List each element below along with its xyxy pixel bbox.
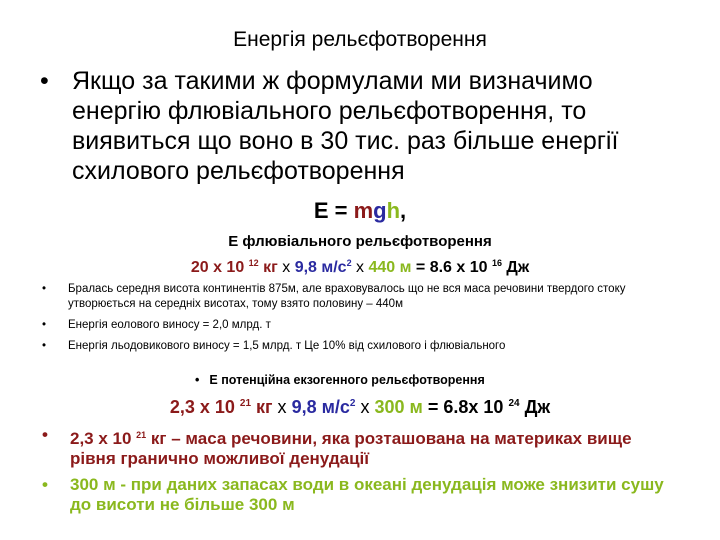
fluvial-g: 9,8 $м/с^2$ xyxy=(294,258,352,276)
list-item xyxy=(42,475,682,515)
potential-g: 9,8 $м/с^2$ xyxy=(291,397,356,417)
main-bullet xyxy=(40,66,680,186)
main-bullet-text: Якщо за такими ж формулами ми визначимо енергію флювіального рельєфотворення, то виявиться що воно в 30 тис. раз більше енергії схилового рельєфотворення xyxy=(72,67,619,185)
conclusions-list xyxy=(42,425,682,521)
fluvial-h: 440 м xyxy=(368,259,412,276)
formula-e: E = xyxy=(313,198,354,223)
list-item xyxy=(42,425,682,469)
potential-calculation: 2,3 x 10 $^{21}$ кг x 9,8 $м/с^2$ x 300 м = 6.8x 10 $^{24}$ Дж xyxy=(169,397,551,417)
formula-comma: , xyxy=(400,198,407,223)
fluvial-mass: 20 x 10 $^{12}$ кг xyxy=(190,258,278,276)
potential-h: 300 м xyxy=(374,397,423,417)
potential-mass: 2,3 x 10 $^{21}$ кг xyxy=(169,397,273,417)
bullet-icon: • xyxy=(40,67,49,95)
bullet-icon: • xyxy=(195,373,200,387)
potential-heading-text: E потенційна екзогенного рельєфотворення xyxy=(209,373,485,387)
note-text: Енергія льодовикового виносу = 1,5 млрд. т Це 10% від схилового і флювіального xyxy=(68,340,506,352)
potential-heading xyxy=(195,373,485,387)
formula-m: m xyxy=(353,198,374,223)
bullet-icon: • xyxy=(42,340,47,352)
formula-g: g xyxy=(373,198,387,223)
note-text: Енергія еолового виносу = 2,0 млрд. т xyxy=(68,319,271,331)
notes-list xyxy=(42,282,682,360)
bullet-icon: • xyxy=(42,283,47,295)
list-item xyxy=(42,318,682,333)
fluvial-result: 8.6 x 10 $^{16}$ Дж xyxy=(429,258,530,276)
potential-result: 6.8x 10 $^{24}$ Дж xyxy=(443,397,551,417)
bullet-icon: • xyxy=(42,425,48,444)
energy-formula xyxy=(0,198,720,224)
list-item xyxy=(42,282,682,312)
fluvial-calculation: 20 x 10 $^{12}$ кг x 9,8 $м/с^2$ x 440 м = 8.6 x 10 $^{16}$ Дж xyxy=(190,258,530,276)
note-text: Бралась середня висота континентів 875м, але враховувалось що не вся маса речовини твердого стоку утворюється на середніх висотах, тому взято половину – 440м xyxy=(68,283,626,310)
formula-h: h xyxy=(386,198,401,223)
height-note: 300 м - при даних запасах води в океані денудація може знизити сушу до висоти не більше 300 м xyxy=(70,475,664,514)
bullet-icon: • xyxy=(42,319,47,331)
fluvial-heading: E флювіального рельєфотворення xyxy=(228,233,492,250)
list-item xyxy=(42,339,682,354)
bullet-icon: • xyxy=(42,475,48,494)
slide-title: Енергія рельєфотворення xyxy=(233,28,487,51)
mass-note: 2,3 x 10 $^{21}$ кг – маса речовини, яка розташована на материках вище рівня гранично можливої денудації xyxy=(70,429,632,468)
